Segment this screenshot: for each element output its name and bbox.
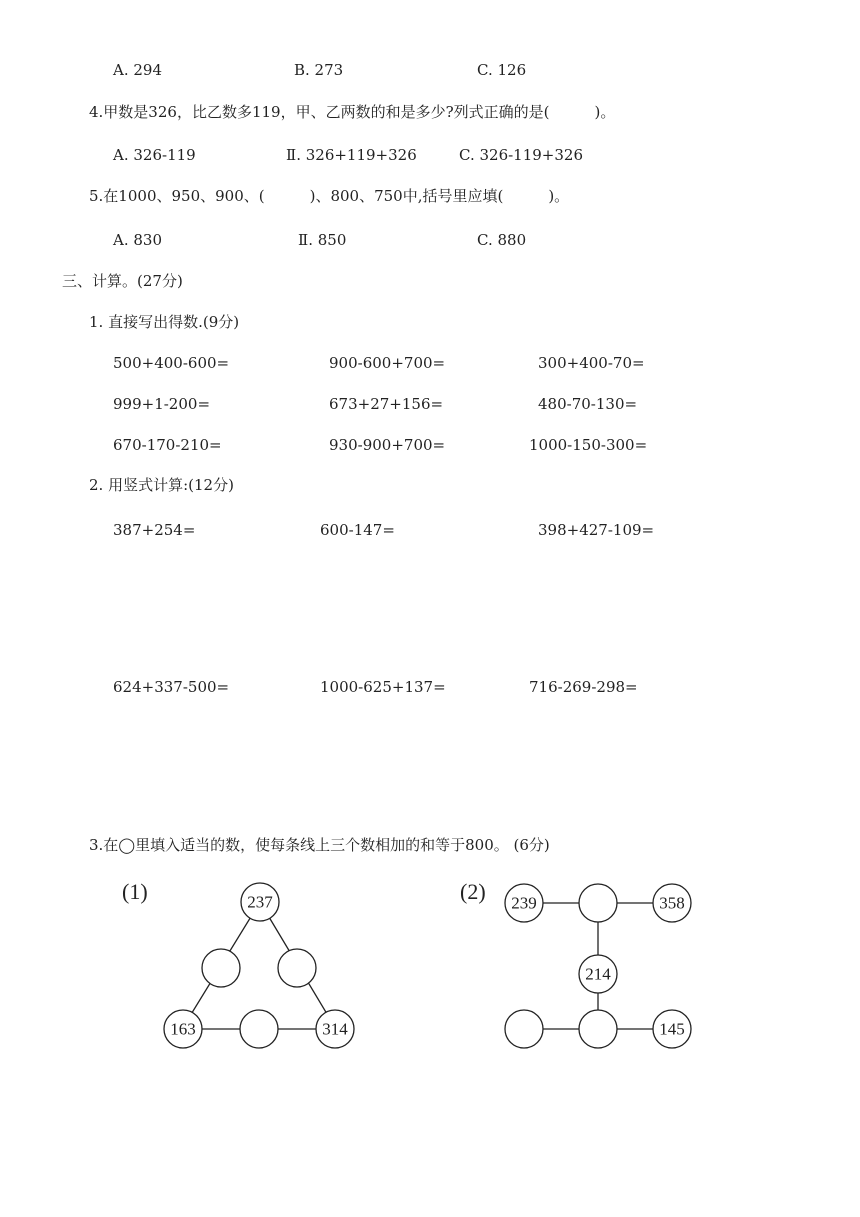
vertical-calc-item: 1000-625+137=: [320, 678, 446, 696]
mental-calc-item: 900-600+700=: [329, 354, 446, 372]
mental-calc-item: 480-70-130=: [538, 395, 638, 413]
q5-question: 5.在1000、950、900、( )、800、750中,括号里应填( )。: [89, 187, 570, 205]
circle-blank: [202, 949, 240, 987]
number-bottom-right: 314: [322, 1019, 348, 1039]
figure2-label: (2): [460, 879, 486, 904]
circle-blank: [505, 1010, 543, 1048]
number-bottom-left: 163: [170, 1019, 196, 1039]
q5-option-b: Ⅱ. 850: [298, 231, 347, 249]
number-middle: 214: [585, 964, 611, 984]
mental-calc-item: 930-900+700=: [329, 436, 446, 454]
q4-question: 4.甲数是326，比乙数多119，甲、乙两数的和是多少?列式正确的是( )。: [89, 103, 616, 121]
mental-calc-item: 1000-150-300=: [529, 436, 648, 454]
circle-blank: [240, 1010, 278, 1048]
part2-title: 2. 用竖式计算:(12分): [89, 476, 234, 494]
part1-title: 1. 直接写出得数.(9分): [89, 313, 240, 331]
circle-blank: [579, 884, 617, 922]
vertical-calc-item: 624+337-500=: [113, 678, 230, 696]
q3-option-b: B. 273: [294, 61, 344, 79]
q3-option-a: A. 294: [113, 61, 162, 79]
mental-calc-item: 500+400-600=: [113, 354, 230, 372]
circle-blank: [278, 949, 316, 987]
number-top-right: 358: [659, 893, 685, 913]
q5-option-a: A. 830: [113, 231, 162, 249]
q4-option-b: Ⅱ. 326+119+326: [286, 146, 417, 164]
figure1-label: (1): [122, 879, 148, 904]
q5-option-c: C. 880: [477, 231, 527, 249]
triangle-figure: [110, 872, 360, 1062]
mental-calc-item: 300+400-70=: [538, 354, 645, 372]
vertical-calc-item: 387+254=: [113, 521, 196, 539]
number-bottom-right: 145: [659, 1019, 685, 1039]
vertical-calc-item: 398+427-109=: [538, 521, 655, 539]
number-top-left: 239: [511, 893, 537, 913]
section3-title: 三、计算。(27分): [62, 272, 183, 290]
q4-option-a: A. 326-119: [113, 146, 196, 164]
part3-title: 3.在◯里填入适当的数，使每条线上三个数相加的和等于800。 (6分): [89, 836, 550, 854]
q3-option-c: C. 126: [477, 61, 527, 79]
mental-calc-item: 670-170-210=: [113, 436, 222, 454]
q4-option-c: C. 326-119+326: [459, 146, 584, 164]
mental-calc-item: 673+27+156=: [329, 395, 444, 413]
i-shape-figure: [450, 872, 720, 1062]
vertical-calc-item: 716-269-298=: [529, 678, 638, 696]
circle-blank: [579, 1010, 617, 1048]
number-top: 237: [247, 892, 273, 912]
mental-calc-item: 999+1-200=: [113, 395, 211, 413]
vertical-calc-item: 600-147=: [320, 521, 395, 539]
